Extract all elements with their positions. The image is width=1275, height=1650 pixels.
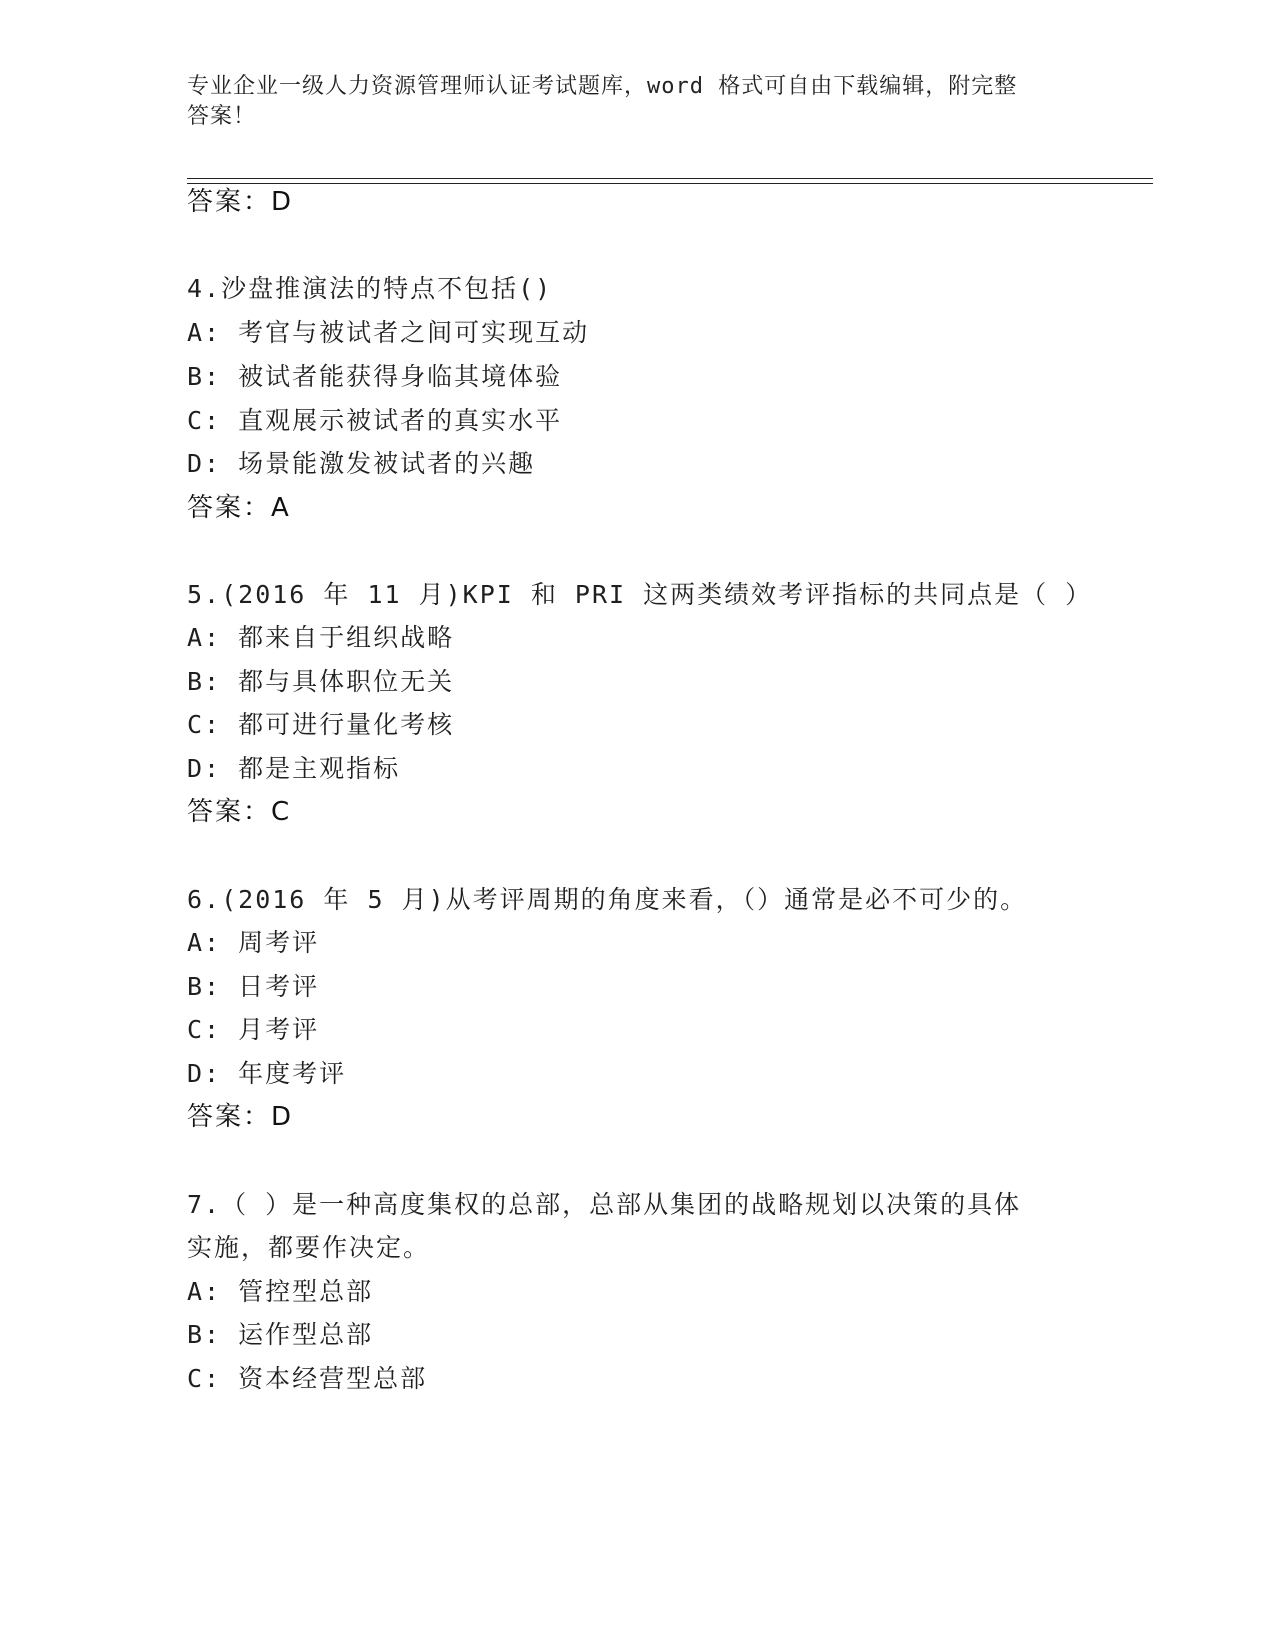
question-4-stem: 4.沙盘推演法的特点不包括() xyxy=(187,274,553,303)
question-6-stem: 6.(2016 年 5 月)从考评周期的角度来看，（）通常是必不可少的。 xyxy=(187,885,1028,914)
question-5-option-c: C: 都可进行量化考核 xyxy=(187,710,455,739)
question-6-option-b: B: 日考评 xyxy=(187,972,320,1001)
answer-q4: 答案：A xyxy=(187,493,291,523)
question-5-option-a: A: 都来自于组织战略 xyxy=(187,623,455,652)
question-4-option-d: D: 场景能激发被试者的兴趣 xyxy=(187,449,536,478)
answer-q6: 答案：D xyxy=(187,1102,294,1132)
question-4-option-b: B: 被试者能获得身临其境体验 xyxy=(187,362,563,391)
question-5-option-b: B: 都与具体职位无关 xyxy=(187,667,455,696)
question-6-option-a: A: 周考评 xyxy=(187,928,320,957)
question-7-option-c: C: 资本经营型总部 xyxy=(187,1364,428,1393)
question-6-option-d: D: 年度考评 xyxy=(187,1059,347,1088)
header-note xyxy=(187,72,1067,132)
answer-q5: 答案：C xyxy=(187,797,292,827)
header-note-line-1: 专业企业一级人力资源管理师认证考试题库，word 格式可自由下载编辑，附完整 xyxy=(187,74,1018,99)
header-divider-bottom xyxy=(187,183,1153,184)
question-7-option-b: B: 运作型总部 xyxy=(187,1320,374,1349)
question-6-option-c: C: 月考评 xyxy=(187,1015,320,1044)
answer-q3: 答案：D xyxy=(187,187,294,217)
question-4-option-c: C: 直观展示被试者的真实水平 xyxy=(187,406,563,435)
question-5-stem: 5.(2016 年 11 月)KPI 和 PRI 这两类绩效考评指标的共同点是（ ） xyxy=(187,580,1093,609)
question-7-stem-line-2: 实施，都要作决定。 xyxy=(187,1233,431,1262)
question-4-option-a: A: 考官与被试者之间可实现互动 xyxy=(187,318,590,347)
header-divider-top xyxy=(187,178,1153,179)
question-7-stem-line-1: 7.（ ）是一种高度集权的总部，总部从集团的战略规划以决策的具体 xyxy=(187,1190,1022,1219)
question-7-option-a: A: 管控型总部 xyxy=(187,1277,374,1306)
header-note-line-2: 答案！ xyxy=(187,104,257,129)
question-5-option-d: D: 都是主观指标 xyxy=(187,754,401,783)
